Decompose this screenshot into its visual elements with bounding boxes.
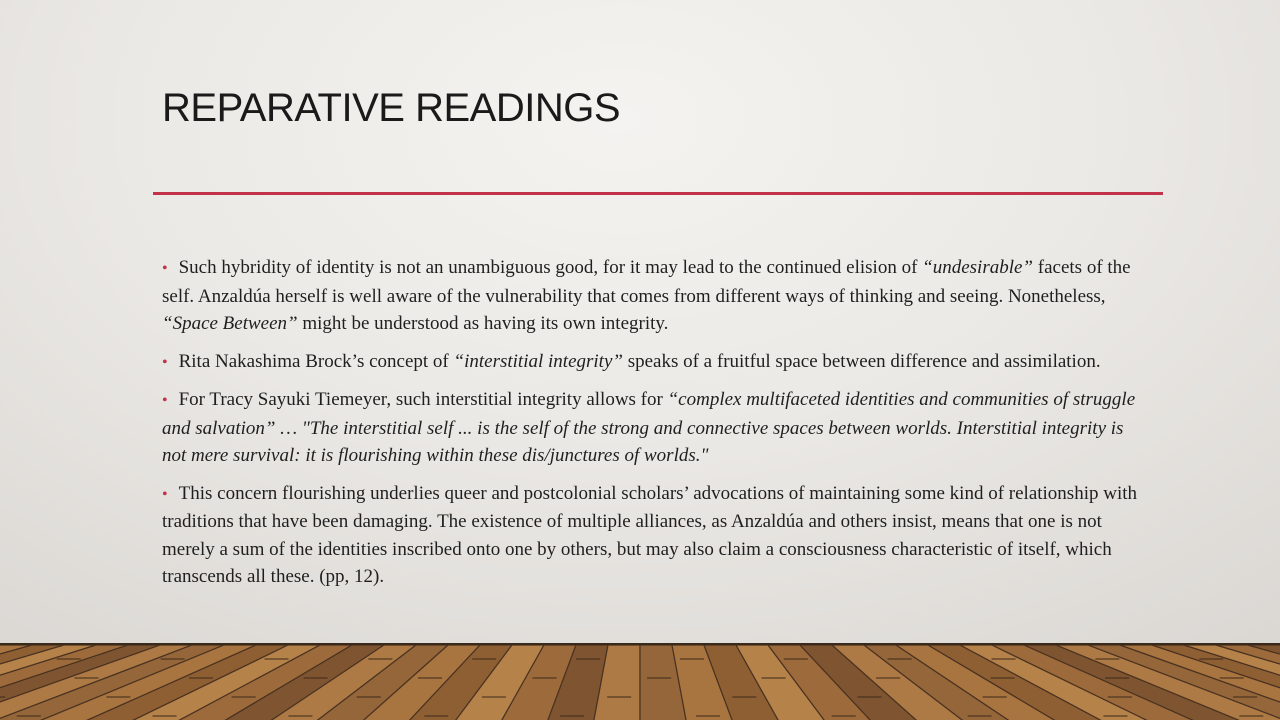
wood-floor-image bbox=[0, 643, 1280, 720]
quoted-text: “undesirable” bbox=[922, 257, 1034, 278]
bullet-text bbox=[179, 351, 1101, 372]
text-run: This concern flourishing underlies queer and postcolonial scholars’ advocations of maintaining some kind of relationship with traditions that have been damaging. The existence of multiple alliances, as Anzaldúa and others insist, means that one is not merely a sum of the identities inscribed onto one by others, but may also claim a consciousness characteristic of itself, which transcends all these. (pp, 12). bbox=[162, 482, 1138, 587]
bullet-text bbox=[162, 483, 1137, 588]
bullet-dot-icon: • bbox=[162, 260, 168, 277]
quoted-text: “interstitial integrity” bbox=[453, 350, 623, 372]
slide-title: REPARATIVE READINGS bbox=[162, 86, 620, 130]
bullet-item bbox=[162, 480, 1152, 591]
bullet-dot-icon: • bbox=[162, 392, 168, 409]
quoted-text: “complex multifaceted identities and communities of struggle and salvation” … "The interstitial self ... is the self of the strong and connective spaces between worlds. Interstitial integrity is not mere survival: it is flourishing within these dis/junctures of worlds." bbox=[162, 389, 1136, 466]
quoted-text: “Space Between” bbox=[162, 313, 298, 334]
bullet-item bbox=[162, 348, 1152, 377]
bullet-dot-icon: • bbox=[162, 353, 168, 371]
text-run: speaks of a fruitful space between difference and assimilation. bbox=[622, 350, 1101, 372]
text-run: might be understood as having its own integrity. bbox=[297, 313, 669, 334]
title-divider bbox=[153, 192, 1163, 195]
bullet-dot-icon: • bbox=[162, 485, 168, 503]
bullet-list bbox=[162, 254, 1152, 601]
bullet-text bbox=[162, 389, 1135, 466]
text-run: Rita Nakashima Brock’s concept of bbox=[178, 350, 454, 372]
bullet-text bbox=[162, 257, 1131, 334]
text-run: For Tracy Sayuki Tiemeyer, such interstitial integrity allows for bbox=[178, 389, 668, 410]
text-run: facets of the self. Anzaldúa herself is well aware of the vulnerability that comes from different ways of thinking and seeing. Nonetheless, bbox=[162, 257, 1131, 307]
bullet-item bbox=[162, 386, 1152, 470]
bullet-item bbox=[162, 254, 1152, 338]
text-run: Such hybridity of identity is not an unambiguous good, for it may lead to the continued elision of bbox=[178, 257, 923, 278]
